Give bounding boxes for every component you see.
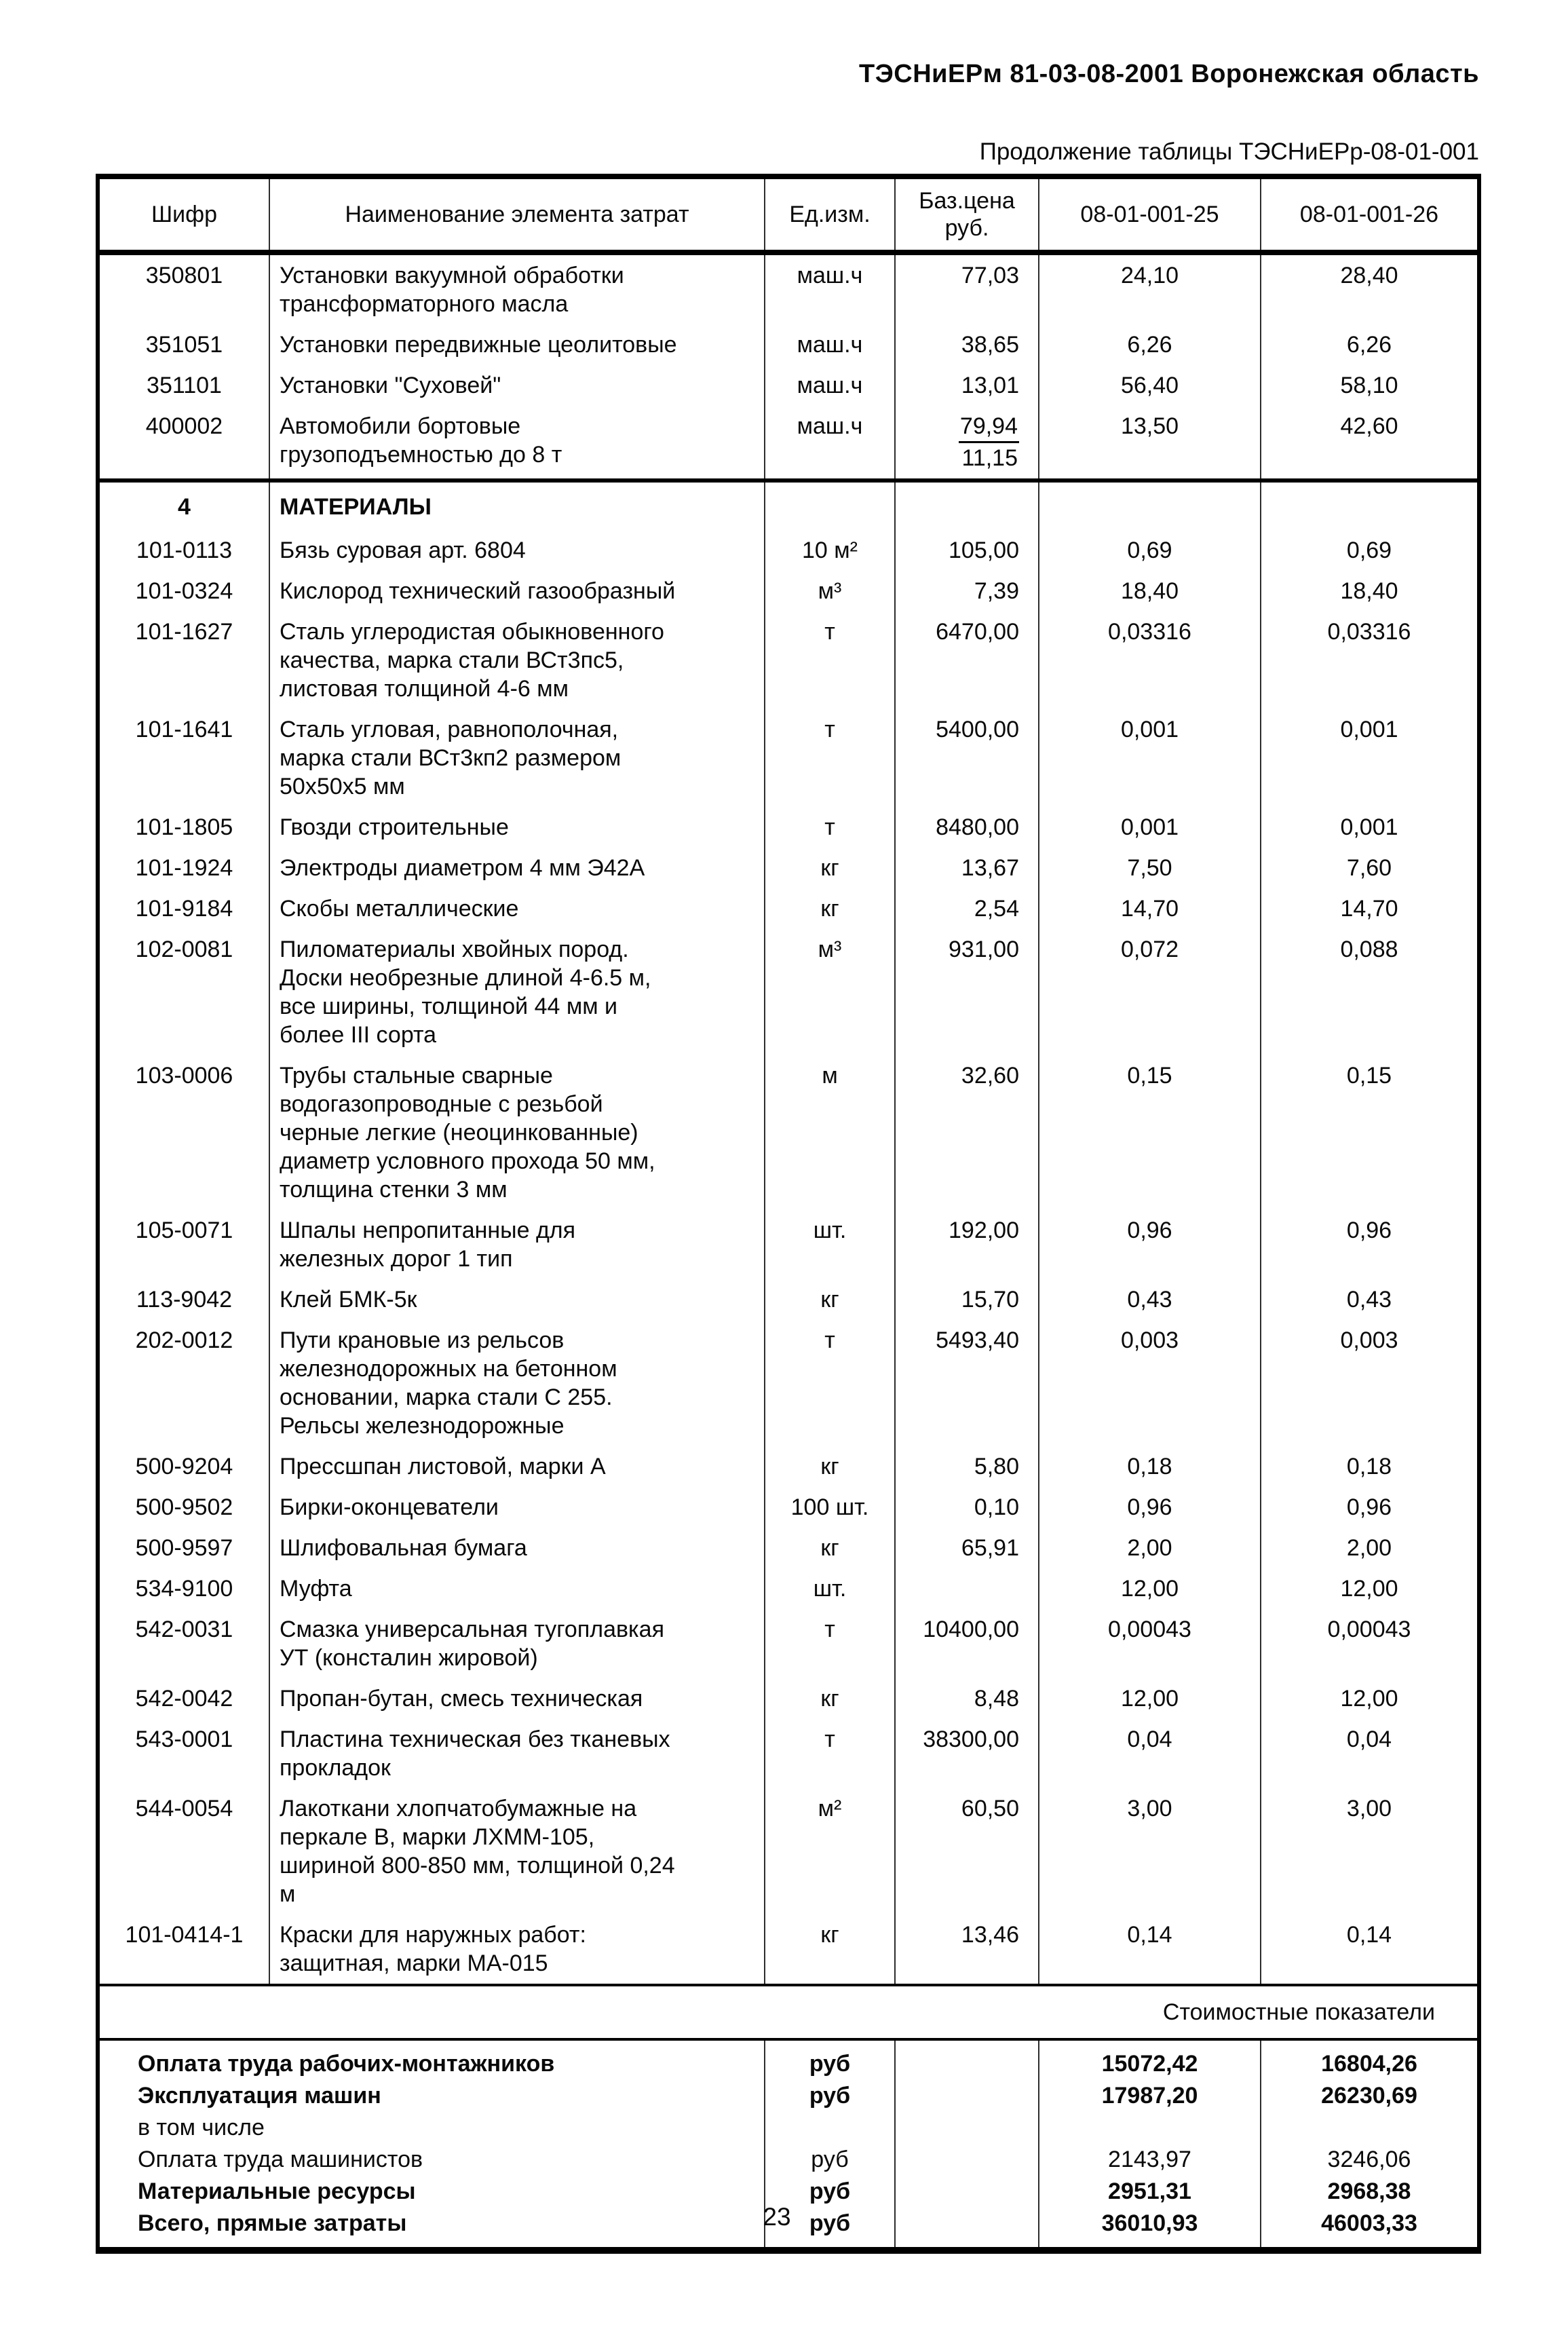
row-base-price: 105,00: [895, 530, 1039, 571]
summary-label: Оплата труда рабочих-монтажников: [98, 2039, 765, 2080]
row-value-26: 14,70: [1340, 896, 1398, 922]
row-base-price: 15,70: [895, 1279, 1039, 1320]
row-value-25: 0,15: [1039, 1055, 1261, 1210]
row-unit: 10 м²: [765, 530, 895, 571]
summary-label: Эксплуатация машин: [98, 2080, 765, 2112]
row-name: Установки "Суховей": [269, 365, 765, 406]
row-value-25: 0,14: [1039, 1914, 1261, 1985]
row-unit: маш.ч: [765, 324, 895, 365]
row-name: Пластина техническая без тканевых прокладок: [269, 1719, 765, 1788]
row-value-26: 0,18: [1346, 1454, 1392, 1479]
col-header-code: Шифр: [98, 176, 269, 252]
row-name: Трубы стальные сварные водогазопроводные с резьбой черные легкие (неоцинкованные) диаметр условного прохода 50 мм, толщина стенки 3 мм: [269, 1055, 765, 1210]
summary-row: [98, 2039, 1479, 2080]
row-value-25: 6,26: [1039, 324, 1261, 365]
row-unit: кг: [765, 848, 895, 888]
table-row: [98, 252, 1479, 324]
row-unit: т: [765, 807, 895, 848]
table-row: [98, 406, 1479, 480]
stacked-base-price-top: 79,94: [959, 412, 1019, 443]
row-value-25: 0,072: [1039, 929, 1261, 1055]
row-unit: м²: [765, 1788, 895, 1914]
summary-unit: руб: [765, 2039, 895, 2080]
table-row: [98, 1055, 1479, 1210]
row-base-price: 931,00: [895, 929, 1039, 1055]
row-value-26: 12,00: [1340, 1576, 1398, 1602]
row-base-price: 38,65: [895, 324, 1039, 365]
table-row: [98, 1914, 1479, 1985]
row-value-26: 0,15: [1346, 1063, 1392, 1089]
row-value-26: 0,001: [1340, 814, 1398, 840]
row-value-25: 0,001: [1039, 807, 1261, 848]
row-value-26: 58,10: [1340, 373, 1398, 398]
row-base-price: [895, 1568, 1039, 1609]
table-header-row: [98, 176, 1479, 252]
row-name: Пиломатериалы хвойных пород. Доски необрезные длиной 4-6.5 м, все ширины, толщиной 44 мм и более III сорта: [269, 929, 765, 1055]
row-value-25: 0,00043: [1039, 1609, 1261, 1678]
table-row: [98, 709, 1479, 807]
row-name: Сталь углеродистая обыкновенного качества, марка стали ВСт3пс5, листовая толщиной 4-6 мм: [269, 611, 765, 709]
row-value-26: 2,00: [1346, 1535, 1392, 1561]
col-header-name: Наименование элемента затрат: [269, 176, 765, 252]
row-name: Смазка универсальная тугоплавкая УТ (консталин жировой): [269, 1609, 765, 1678]
section-empty-cell: [765, 480, 895, 530]
row-base-price: 6470,00: [895, 611, 1039, 709]
row-value-25: 12,00: [1039, 1678, 1261, 1719]
summary-value-26: 46003,33: [1321, 2210, 1417, 2236]
cost-indicators-band: [98, 1985, 1479, 2039]
table-row: [98, 1210, 1479, 1279]
document-title: ТЭСНиЕРм 81-03-08-2001 Воронежская область: [859, 60, 1479, 88]
row-unit: кг: [765, 1528, 895, 1568]
table-row: [98, 1568, 1479, 1609]
row-value-26: 0,43: [1346, 1287, 1392, 1312]
row-value-25: 0,03316: [1039, 611, 1261, 709]
col-header-norm-25: 08-01-001-25: [1039, 176, 1261, 252]
summary-value-25: 36010,93: [1039, 2208, 1261, 2250]
row-value-25: 0,43: [1039, 1279, 1261, 1320]
row-value-26: 28,40: [1340, 263, 1398, 288]
row-base-price: 13,01: [895, 365, 1039, 406]
row-unit: м³: [765, 929, 895, 1055]
col-header-base-price-line1: Баз.цена: [919, 188, 1015, 214]
row-value-26: 7,60: [1346, 855, 1392, 881]
row-name: Гвозди строительные: [269, 807, 765, 848]
summary-label: Материальные ресурсы: [98, 2176, 765, 2208]
table-row: [98, 1528, 1479, 1568]
row-unit: кг: [765, 1678, 895, 1719]
row-value-26: 0,003: [1340, 1327, 1398, 1353]
materials-section: [98, 530, 1479, 1985]
table-row: [98, 324, 1479, 365]
row-name: Краски для наружных работ: защитная, марки МА-015: [269, 1914, 765, 1985]
materials-section-header: [98, 480, 1479, 530]
row-value-25: 0,96: [1039, 1210, 1261, 1279]
row-base-price: [895, 406, 1039, 480]
row-code: 500-9204: [98, 1446, 269, 1487]
summary-label: Оплата труда машинистов: [98, 2144, 765, 2176]
row-value-25: 56,40: [1039, 365, 1261, 406]
row-value-26: 0,03316: [1327, 619, 1411, 645]
summary-base-price: [895, 2112, 1039, 2144]
summary-value-25: 2143,97: [1039, 2144, 1261, 2176]
summary-value-25: [1039, 2112, 1261, 2144]
row-value-26: 3,00: [1346, 1796, 1392, 1821]
row-name: Пути крановые из рельсов железнодорожных на бетонном основании, марка стали С 255. Рельсы железнодорожные: [269, 1320, 765, 1446]
summary-value-25: 15072,42: [1039, 2039, 1261, 2080]
row-code: 542-0031: [98, 1609, 269, 1678]
summary-value-26: 3246,06: [1327, 2147, 1411, 2172]
row-code: 544-0054: [98, 1788, 269, 1914]
row-unit: маш.ч: [765, 406, 895, 480]
row-code: 101-9184: [98, 888, 269, 929]
row-value-26: 0,00043: [1327, 1617, 1411, 1642]
section-empty-cell: [1039, 480, 1261, 530]
row-value-25: 24,10: [1039, 252, 1261, 324]
row-base-price: 0,10: [895, 1487, 1039, 1528]
section-title: МАТЕРИАЛЫ: [269, 480, 765, 530]
row-unit: шт.: [765, 1210, 895, 1279]
row-unit: кг: [765, 1914, 895, 1985]
col-header-base-price-line2: руб.: [944, 215, 989, 241]
table-row: [98, 1487, 1479, 1528]
summary-base-price: [895, 2080, 1039, 2112]
stacked-base-price: [959, 412, 1019, 472]
row-name: Пропан-бутан, смесь техническая: [269, 1678, 765, 1719]
row-name: Муфта: [269, 1568, 765, 1609]
section-empty-cell: [895, 480, 1039, 530]
row-name: Установки передвижные цеолитовые: [269, 324, 765, 365]
row-unit: шт.: [765, 1568, 895, 1609]
row-base-price: 65,91: [895, 1528, 1039, 1568]
row-base-price: 13,46: [895, 1914, 1039, 1985]
summary-value-26: 2968,38: [1327, 2178, 1411, 2204]
row-value-26: 0,04: [1346, 1726, 1392, 1752]
row-value-25: 0,003: [1039, 1320, 1261, 1446]
row-base-price: 8,48: [895, 1678, 1039, 1719]
col-header-base-price: [895, 176, 1039, 252]
row-code: 101-0414-1: [98, 1914, 269, 1985]
row-base-price: 5400,00: [895, 709, 1039, 807]
row-unit: маш.ч: [765, 252, 895, 324]
row-value-25: 14,70: [1039, 888, 1261, 929]
row-base-price: 38300,00: [895, 1719, 1039, 1788]
summary-base-price: [895, 2144, 1039, 2176]
table-row: [98, 1788, 1479, 1914]
summary-value-26: 16804,26: [1321, 2051, 1417, 2077]
col-header-unit: Ед.изм.: [765, 176, 895, 252]
row-base-price: 13,67: [895, 848, 1039, 888]
table-row: [98, 848, 1479, 888]
row-base-price: 32,60: [895, 1055, 1039, 1210]
table-row: [98, 807, 1479, 848]
row-unit: кг: [765, 1279, 895, 1320]
row-base-price: 77,03: [895, 252, 1039, 324]
row-code: 400002: [98, 406, 269, 480]
row-name: Прессшпан листовой, марки А: [269, 1446, 765, 1487]
row-code: 101-0324: [98, 571, 269, 611]
row-value-25: 0,001: [1039, 709, 1261, 807]
summary-value-25: 17987,20: [1039, 2080, 1261, 2112]
summary-row: [98, 2080, 1479, 2112]
summary-unit: руб: [765, 2080, 895, 2112]
table-row: [98, 1279, 1479, 1320]
row-name: Кислород технический газообразный: [269, 571, 765, 611]
table-row: [98, 1320, 1479, 1446]
summary-unit: [765, 2112, 895, 2144]
row-code: 351051: [98, 324, 269, 365]
row-code: 542-0042: [98, 1678, 269, 1719]
table-row: [98, 929, 1479, 1055]
page-number: 23: [763, 2203, 791, 2231]
section-code: 4: [98, 480, 269, 530]
row-name: Установки вакуумной обработки трансформаторного масла: [269, 252, 765, 324]
row-value-25: 0,69: [1039, 530, 1261, 571]
row-value-25: 12,00: [1039, 1568, 1261, 1609]
row-unit: т: [765, 1719, 895, 1788]
table-row: [98, 1446, 1479, 1487]
table-row: [98, 571, 1479, 611]
summary-row: [98, 2144, 1479, 2176]
row-value-26: 12,00: [1340, 1686, 1398, 1712]
row-value-25: 0,96: [1039, 1487, 1261, 1528]
row-unit: кг: [765, 1446, 895, 1487]
row-name: Лакоткани хлопчатобумажные на перкале В, марки ЛХММ-105, шириной 800-850 мм, толщиной 0,24 м: [269, 1788, 765, 1914]
summary-value-26: [1261, 2112, 1479, 2144]
row-code: 113-9042: [98, 1279, 269, 1320]
summary-label: Всего, прямые затраты: [98, 2208, 765, 2250]
row-value-26: 18,40: [1340, 578, 1398, 604]
row-unit: 100 шт.: [765, 1487, 895, 1528]
table-continuation-caption: Продолжение таблицы ТЭСНиЕРр-08-01-001: [979, 138, 1479, 165]
row-value-26: 0,001: [1340, 717, 1398, 742]
row-value-25: 0,18: [1039, 1446, 1261, 1487]
row-unit: м: [765, 1055, 895, 1210]
row-code: 103-0006: [98, 1055, 269, 1210]
row-name: Автомобили бортовые грузоподъемностью до 8 т: [269, 406, 765, 480]
summary-value-25: 2951,31: [1039, 2176, 1261, 2208]
row-value-26: 0,69: [1346, 537, 1392, 563]
row-code: 101-0113: [98, 530, 269, 571]
row-value-25: 13,50: [1039, 406, 1261, 480]
row-base-price: 2,54: [895, 888, 1039, 929]
row-name: Электроды диаметром 4 мм Э42А: [269, 848, 765, 888]
row-value-25: 3,00: [1039, 1788, 1261, 1914]
row-name: Сталь угловая, равнополочная, марка стали ВСт3кп2 размером 50х50х5 мм: [269, 709, 765, 807]
section-row: [98, 480, 1479, 530]
row-unit: т: [765, 611, 895, 709]
table-row: [98, 530, 1479, 571]
row-base-price: 8480,00: [895, 807, 1039, 848]
row-code: 351101: [98, 365, 269, 406]
stacked-base-price-bottom: 11,15: [961, 445, 1018, 471]
cost-table: [96, 174, 1481, 2254]
section-empty-cell: [1261, 480, 1479, 530]
row-code: 101-1924: [98, 848, 269, 888]
row-code: 101-1805: [98, 807, 269, 848]
row-base-price: 5,80: [895, 1446, 1039, 1487]
row-value-26: 42,60: [1340, 413, 1398, 439]
row-unit: м³: [765, 571, 895, 611]
row-base-price: 60,50: [895, 1788, 1039, 1914]
summary-value-26: 26230,69: [1321, 2083, 1417, 2109]
row-code: 202-0012: [98, 1320, 269, 1446]
row-value-26: 0,96: [1346, 1494, 1392, 1520]
row-code: 500-9597: [98, 1528, 269, 1568]
summary-unit: руб: [765, 2176, 895, 2208]
row-code: 101-1627: [98, 611, 269, 709]
cost-indicators-row: [98, 1985, 1479, 2039]
summary-label: в том числе: [98, 2112, 765, 2144]
table-row: [98, 1719, 1479, 1788]
summary-unit: руб: [765, 2208, 895, 2250]
row-unit: т: [765, 709, 895, 807]
col-header-norm-26: 08-01-001-26: [1261, 176, 1479, 252]
row-name: Шпалы непропитанные для железных дорог 1 тип: [269, 1210, 765, 1279]
machines-section: [98, 252, 1479, 480]
summary-row: [98, 2112, 1479, 2144]
row-name: Скобы металлические: [269, 888, 765, 929]
row-base-price: 192,00: [895, 1210, 1039, 1279]
cost-indicators-label: Стоимостные показатели: [1162, 1999, 1435, 2025]
row-code: 534-9100: [98, 1568, 269, 1609]
row-value-25: 2,00: [1039, 1528, 1261, 1568]
row-value-26: 0,14: [1346, 1922, 1392, 1948]
row-unit: кг: [765, 888, 895, 929]
row-code: 105-0071: [98, 1210, 269, 1279]
cost-indicators-cell: [98, 1985, 1479, 2039]
row-code: 500-9502: [98, 1487, 269, 1528]
row-base-price: 5493,40: [895, 1320, 1039, 1446]
row-value-26: 6,26: [1346, 332, 1392, 358]
table-row: [98, 365, 1479, 406]
row-value-25: 7,50: [1039, 848, 1261, 888]
row-code: 101-1641: [98, 709, 269, 807]
row-name: Бирки-оконцеватели: [269, 1487, 765, 1528]
table-row: [98, 1609, 1479, 1678]
row-name: Шлифовальная бумага: [269, 1528, 765, 1568]
table-row: [98, 611, 1479, 709]
table-row: [98, 888, 1479, 929]
row-name: Клей БМК-5к: [269, 1279, 765, 1320]
row-value-26: 0,088: [1340, 937, 1398, 962]
row-value-25: 0,04: [1039, 1719, 1261, 1788]
row-base-price: 10400,00: [895, 1609, 1039, 1678]
row-code: 543-0001: [98, 1719, 269, 1788]
summary-unit: руб: [765, 2144, 895, 2176]
row-unit: т: [765, 1320, 895, 1446]
row-code: 102-0081: [98, 929, 269, 1055]
row-value-25: 18,40: [1039, 571, 1261, 611]
row-value-26: 0,96: [1346, 1217, 1392, 1243]
summary-base-price: [895, 2039, 1039, 2080]
table-header: [98, 176, 1479, 252]
row-unit: маш.ч: [765, 365, 895, 406]
row-code: 350801: [98, 252, 269, 324]
row-base-price: 7,39: [895, 571, 1039, 611]
row-name: Бязь суровая арт. 6804: [269, 530, 765, 571]
row-unit: т: [765, 1609, 895, 1678]
table-row: [98, 1678, 1479, 1719]
